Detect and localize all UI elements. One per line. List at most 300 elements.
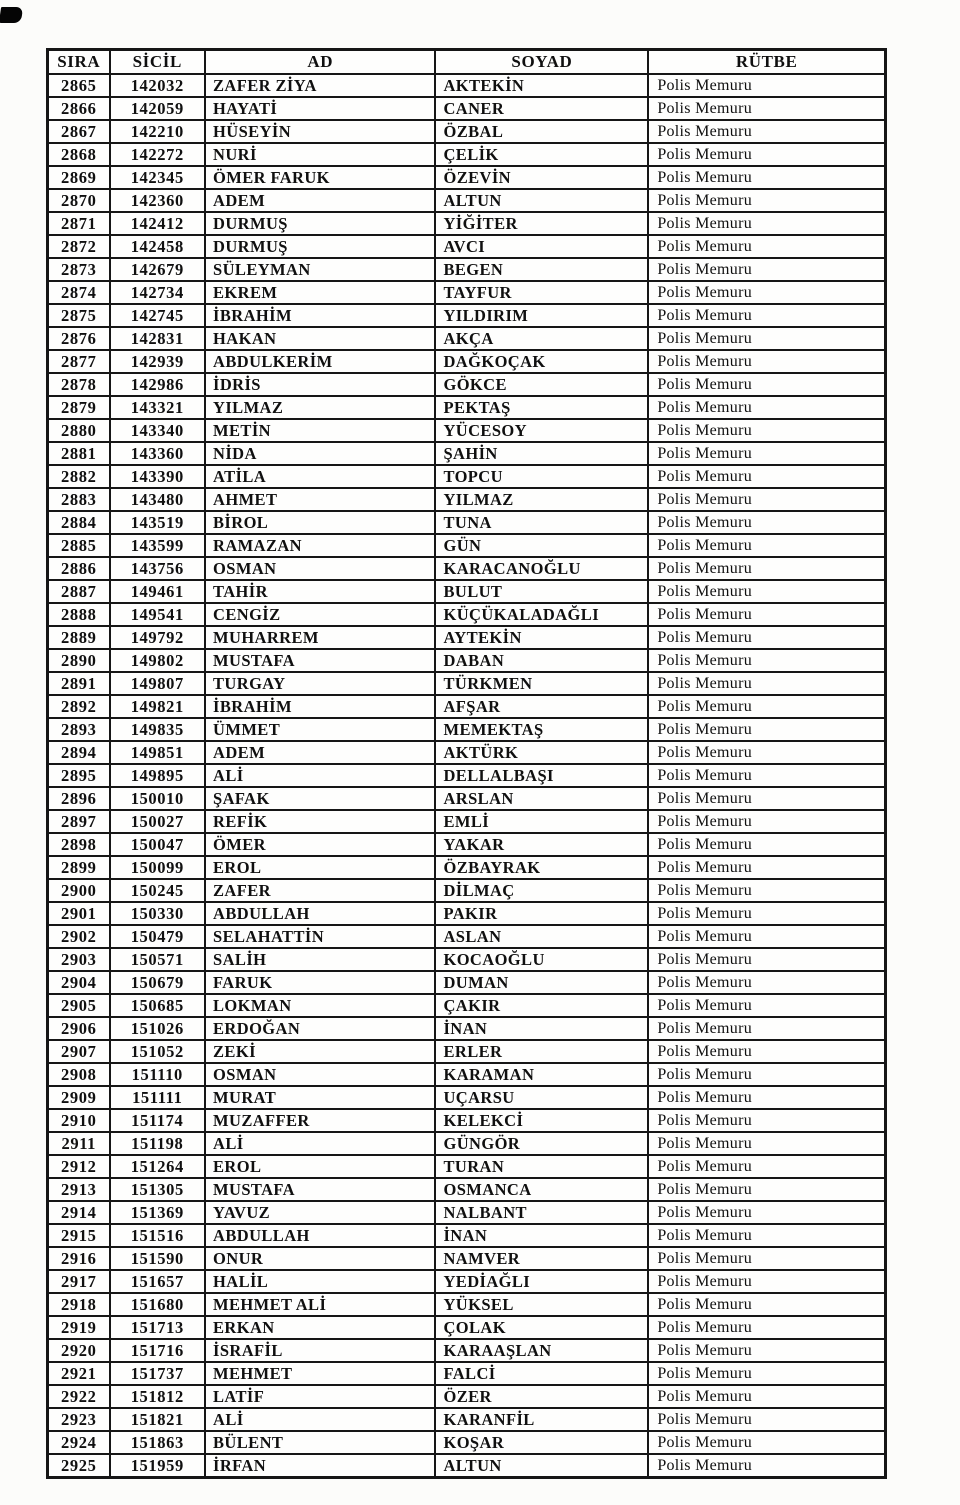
- cell-rutbe: Polis Memuru: [648, 741, 885, 764]
- table-row: [48, 718, 886, 741]
- cell-sira: 2924: [48, 1431, 110, 1454]
- table-row: [48, 672, 886, 695]
- table-row: [48, 465, 886, 488]
- table-row: [48, 1178, 886, 1201]
- cell-sira: 2899: [48, 856, 110, 879]
- cell-rutbe: Polis Memuru: [648, 948, 885, 971]
- cell-ad: RAMAZAN: [205, 534, 435, 557]
- table-row: [48, 1408, 886, 1431]
- cell-ad: METİN: [205, 419, 435, 442]
- table-row: [48, 419, 886, 442]
- cell-sicil: 149895: [110, 764, 206, 787]
- table-row: [48, 810, 886, 833]
- cell-ad: HÜSEYİN: [205, 120, 435, 143]
- cell-sicil: 149851: [110, 741, 206, 764]
- cell-sicil: 151026: [110, 1017, 206, 1040]
- table-row: [48, 649, 886, 672]
- cell-soyad: ŞAHİN: [435, 442, 648, 465]
- cell-rutbe: Polis Memuru: [648, 1293, 885, 1316]
- cell-sicil: 151110: [110, 1063, 206, 1086]
- cell-ad: FARUK: [205, 971, 435, 994]
- cell-sicil: 150027: [110, 810, 206, 833]
- cell-sira: 2889: [48, 626, 110, 649]
- table-row: [48, 764, 886, 787]
- cell-rutbe: Polis Memuru: [648, 810, 885, 833]
- table-row: [48, 580, 886, 603]
- cell-sicil: 143321: [110, 396, 206, 419]
- cell-rutbe: Polis Memuru: [648, 557, 885, 580]
- cell-soyad: TOPCU: [435, 465, 648, 488]
- cell-ad: ALİ: [205, 1408, 435, 1431]
- column-header-rutbe: RÜTBE: [648, 50, 885, 75]
- cell-rutbe: Polis Memuru: [648, 787, 885, 810]
- cell-sira: 2871: [48, 212, 110, 235]
- cell-soyad: DAĞKOÇAK: [435, 350, 648, 373]
- cell-soyad: ÖZBAYRAK: [435, 856, 648, 879]
- column-header-soyad: SOYAD: [435, 50, 648, 75]
- cell-soyad: AKTEKİN: [435, 74, 648, 97]
- cell-soyad: AKÇA: [435, 327, 648, 350]
- cell-ad: CENGİZ: [205, 603, 435, 626]
- cell-rutbe: Polis Memuru: [648, 833, 885, 856]
- cell-sira: 2880: [48, 419, 110, 442]
- table-row: [48, 166, 886, 189]
- cell-sicil: 151052: [110, 1040, 206, 1063]
- cell-sira: 2877: [48, 350, 110, 373]
- cell-sira: 2901: [48, 902, 110, 925]
- cell-sicil: 150047: [110, 833, 206, 856]
- cell-soyad: TURAN: [435, 1155, 648, 1178]
- cell-soyad: DUMAN: [435, 971, 648, 994]
- cell-rutbe: Polis Memuru: [648, 994, 885, 1017]
- cell-sira: 2876: [48, 327, 110, 350]
- cell-soyad: TÜRKMEN: [435, 672, 648, 695]
- cell-sicil: 149821: [110, 695, 206, 718]
- cell-sicil: 149461: [110, 580, 206, 603]
- cell-sira: 2866: [48, 97, 110, 120]
- cell-rutbe: Polis Memuru: [648, 856, 885, 879]
- cell-rutbe: Polis Memuru: [648, 1454, 885, 1478]
- cell-ad: TAHİR: [205, 580, 435, 603]
- cell-sira: 2867: [48, 120, 110, 143]
- cell-soyad: KELEKCİ: [435, 1109, 648, 1132]
- cell-rutbe: Polis Memuru: [648, 1201, 885, 1224]
- cell-soyad: MEMEKTAŞ: [435, 718, 648, 741]
- cell-ad: NURİ: [205, 143, 435, 166]
- cell-ad: ŞAFAK: [205, 787, 435, 810]
- cell-sira: 2919: [48, 1316, 110, 1339]
- cell-ad: MUSTAFA: [205, 1178, 435, 1201]
- table-row: [48, 189, 886, 212]
- table-row: [48, 1224, 886, 1247]
- cell-ad: ABDULKERİM: [205, 350, 435, 373]
- cell-ad: ATİLA: [205, 465, 435, 488]
- cell-rutbe: Polis Memuru: [648, 1316, 885, 1339]
- cell-ad: ZAFER: [205, 879, 435, 902]
- cell-soyad: KÜÇÜKALADAĞLI: [435, 603, 648, 626]
- cell-ad: ÜMMET: [205, 718, 435, 741]
- cell-sira: 2915: [48, 1224, 110, 1247]
- cell-soyad: KOCAOĞLU: [435, 948, 648, 971]
- cell-rutbe: Polis Memuru: [648, 281, 885, 304]
- table-row: [48, 971, 886, 994]
- cell-sicil: 142210: [110, 120, 206, 143]
- cell-rutbe: Polis Memuru: [648, 626, 885, 649]
- table-row: [48, 1201, 886, 1224]
- cell-soyad: ÇELİK: [435, 143, 648, 166]
- cell-sicil: 142032: [110, 74, 206, 97]
- table-row: [48, 879, 886, 902]
- cell-sira: 2872: [48, 235, 110, 258]
- cell-sira: 2886: [48, 557, 110, 580]
- table-row: [48, 1454, 886, 1478]
- table-row: [48, 557, 886, 580]
- cell-soyad: ÖZBAL: [435, 120, 648, 143]
- cell-sicil: 151821: [110, 1408, 206, 1431]
- cell-sira: 2879: [48, 396, 110, 419]
- cell-ad: İBRAHİM: [205, 304, 435, 327]
- cell-sira: 2923: [48, 1408, 110, 1431]
- cell-soyad: BEGEN: [435, 258, 648, 281]
- cell-ad: OSMAN: [205, 1063, 435, 1086]
- cell-ad: DURMUŞ: [205, 212, 435, 235]
- cell-rutbe: Polis Memuru: [648, 120, 885, 143]
- cell-ad: LOKMAN: [205, 994, 435, 1017]
- table-row: [48, 695, 886, 718]
- table-row: [48, 488, 886, 511]
- cell-sicil: 150330: [110, 902, 206, 925]
- cell-rutbe: Polis Memuru: [648, 327, 885, 350]
- cell-rutbe: Polis Memuru: [648, 1040, 885, 1063]
- cell-sicil: 143480: [110, 488, 206, 511]
- cell-ad: HAKAN: [205, 327, 435, 350]
- cell-soyad: ÇOLAK: [435, 1316, 648, 1339]
- cell-ad: ZAFER ZİYA: [205, 74, 435, 97]
- cell-soyad: PEKTAŞ: [435, 396, 648, 419]
- cell-soyad: YILMAZ: [435, 488, 648, 511]
- cell-ad: ÖMER FARUK: [205, 166, 435, 189]
- table-row: [48, 143, 886, 166]
- cell-soyad: ÇAKIR: [435, 994, 648, 1017]
- cell-rutbe: Polis Memuru: [648, 1109, 885, 1132]
- cell-rutbe: Polis Memuru: [648, 419, 885, 442]
- table-row: [48, 603, 886, 626]
- cell-sira: 2878: [48, 373, 110, 396]
- cell-sira: 2910: [48, 1109, 110, 1132]
- cell-rutbe: Polis Memuru: [648, 1247, 885, 1270]
- table-row: [48, 534, 886, 557]
- table-row: [48, 833, 886, 856]
- cell-sira: 2897: [48, 810, 110, 833]
- cell-ad: ERKAN: [205, 1316, 435, 1339]
- cell-rutbe: Polis Memuru: [648, 235, 885, 258]
- cell-soyad: NALBANT: [435, 1201, 648, 1224]
- cell-rutbe: Polis Memuru: [648, 396, 885, 419]
- cell-soyad: YÜCESOY: [435, 419, 648, 442]
- cell-rutbe: Polis Memuru: [648, 1132, 885, 1155]
- cell-rutbe: Polis Memuru: [648, 902, 885, 925]
- cell-sira: 2874: [48, 281, 110, 304]
- cell-ad: HALİL: [205, 1270, 435, 1293]
- cell-sira: 2898: [48, 833, 110, 856]
- cell-ad: SELAHATTİN: [205, 925, 435, 948]
- cell-sira: 2888: [48, 603, 110, 626]
- cell-soyad: AFŞAR: [435, 695, 648, 718]
- cell-sira: 2895: [48, 764, 110, 787]
- cell-soyad: YİĞİTER: [435, 212, 648, 235]
- cell-soyad: YAKAR: [435, 833, 648, 856]
- cell-soyad: YILDIRIM: [435, 304, 648, 327]
- table-row: [48, 1316, 886, 1339]
- cell-sicil: 151111: [110, 1086, 206, 1109]
- cell-ad: ONUR: [205, 1247, 435, 1270]
- cell-ad: İSRAFİL: [205, 1339, 435, 1362]
- cell-soyad: EMLİ: [435, 810, 648, 833]
- cell-ad: EROL: [205, 856, 435, 879]
- cell-rutbe: Polis Memuru: [648, 373, 885, 396]
- cell-ad: MEHMET ALİ: [205, 1293, 435, 1316]
- cell-sicil: 150685: [110, 994, 206, 1017]
- cell-sicil: 143340: [110, 419, 206, 442]
- cell-sicil: 142939: [110, 350, 206, 373]
- table-row: [48, 1431, 886, 1454]
- cell-ad: MEHMET: [205, 1362, 435, 1385]
- cell-soyad: ERLER: [435, 1040, 648, 1063]
- cell-sicil: 150245: [110, 879, 206, 902]
- cell-sicil: 149802: [110, 649, 206, 672]
- cell-rutbe: Polis Memuru: [648, 166, 885, 189]
- cell-ad: YILMAZ: [205, 396, 435, 419]
- cell-rutbe: Polis Memuru: [648, 649, 885, 672]
- cell-sicil: 149541: [110, 603, 206, 626]
- cell-sira: 2883: [48, 488, 110, 511]
- cell-soyad: ASLAN: [435, 925, 648, 948]
- table-row: [48, 1270, 886, 1293]
- cell-sira: 2896: [48, 787, 110, 810]
- table-row: [48, 1293, 886, 1316]
- table-row: [48, 120, 886, 143]
- table-row: [48, 925, 886, 948]
- table-row: [48, 1362, 886, 1385]
- cell-soyad: BULUT: [435, 580, 648, 603]
- cell-soyad: FALCİ: [435, 1362, 648, 1385]
- cell-rutbe: Polis Memuru: [648, 143, 885, 166]
- cell-rutbe: Polis Memuru: [648, 971, 885, 994]
- cell-sicil: 150679: [110, 971, 206, 994]
- cell-soyad: DELLALBAŞI: [435, 764, 648, 787]
- cell-ad: İRFAN: [205, 1454, 435, 1478]
- cell-sicil: 150479: [110, 925, 206, 948]
- cell-ad: ADEM: [205, 741, 435, 764]
- cell-ad: MUHARREM: [205, 626, 435, 649]
- table-row: [48, 1339, 886, 1362]
- cell-sicil: 151716: [110, 1339, 206, 1362]
- cell-rutbe: Polis Memuru: [648, 97, 885, 120]
- cell-ad: NİDA: [205, 442, 435, 465]
- cell-sicil: 150099: [110, 856, 206, 879]
- cell-ad: MUSTAFA: [205, 649, 435, 672]
- cell-sicil: 151680: [110, 1293, 206, 1316]
- cell-sira: 2920: [48, 1339, 110, 1362]
- cell-rutbe: Polis Memuru: [648, 488, 885, 511]
- cell-sira: 2882: [48, 465, 110, 488]
- table-row: [48, 741, 886, 764]
- cell-sira: 2870: [48, 189, 110, 212]
- cell-rutbe: Polis Memuru: [648, 718, 885, 741]
- cell-ad: OSMAN: [205, 557, 435, 580]
- cell-sicil: 142458: [110, 235, 206, 258]
- cell-soyad: AYTEKİN: [435, 626, 648, 649]
- cell-ad: BÜLENT: [205, 1431, 435, 1454]
- cell-soyad: NAMVER: [435, 1247, 648, 1270]
- cell-sicil: 149792: [110, 626, 206, 649]
- cell-ad: TURGAY: [205, 672, 435, 695]
- cell-sicil: 142272: [110, 143, 206, 166]
- cell-sicil: 150010: [110, 787, 206, 810]
- cell-sicil: 151863: [110, 1431, 206, 1454]
- table-row: [48, 994, 886, 1017]
- cell-rutbe: Polis Memuru: [648, 1431, 885, 1454]
- table-row: [48, 626, 886, 649]
- table-row: [48, 212, 886, 235]
- table-row: [48, 373, 886, 396]
- cell-sicil: 143360: [110, 442, 206, 465]
- cell-sicil: 151812: [110, 1385, 206, 1408]
- cell-ad: SALİH: [205, 948, 435, 971]
- cell-sira: 2884: [48, 511, 110, 534]
- cell-sira: 2906: [48, 1017, 110, 1040]
- cell-soyad: ÖZER: [435, 1385, 648, 1408]
- cell-soyad: OSMANCA: [435, 1178, 648, 1201]
- table-row: [48, 902, 886, 925]
- personnel-table: [46, 48, 887, 1479]
- table-row: [48, 304, 886, 327]
- cell-sira: 2913: [48, 1178, 110, 1201]
- cell-sira: 2900: [48, 879, 110, 902]
- table-row: [48, 1040, 886, 1063]
- cell-sira: 2908: [48, 1063, 110, 1086]
- cell-sira: 2921: [48, 1362, 110, 1385]
- cell-soyad: DİLMAÇ: [435, 879, 648, 902]
- cell-soyad: KOŞAR: [435, 1431, 648, 1454]
- cell-rutbe: Polis Memuru: [648, 1362, 885, 1385]
- table-row: [48, 74, 886, 97]
- cell-sicil: 151657: [110, 1270, 206, 1293]
- cell-rutbe: Polis Memuru: [648, 304, 885, 327]
- cell-soyad: KARAAŞLAN: [435, 1339, 648, 1362]
- cell-sicil: 149835: [110, 718, 206, 741]
- cell-ad: ALİ: [205, 764, 435, 787]
- cell-ad: AHMET: [205, 488, 435, 511]
- column-header-sira: SIRA: [48, 50, 110, 75]
- cell-sira: 2887: [48, 580, 110, 603]
- cell-sira: 2865: [48, 74, 110, 97]
- cell-sicil: 151713: [110, 1316, 206, 1339]
- table-row: [48, 1063, 886, 1086]
- table-row: [48, 350, 886, 373]
- cell-ad: SÜLEYMAN: [205, 258, 435, 281]
- cell-sira: 2914: [48, 1201, 110, 1224]
- cell-sicil: 143599: [110, 534, 206, 557]
- cell-ad: BİROL: [205, 511, 435, 534]
- cell-rutbe: Polis Memuru: [648, 1155, 885, 1178]
- cell-rutbe: Polis Memuru: [648, 1017, 885, 1040]
- cell-sira: 2925: [48, 1454, 110, 1478]
- table-row: [48, 281, 886, 304]
- cell-soyad: GÜN: [435, 534, 648, 557]
- cell-ad: EKREM: [205, 281, 435, 304]
- cell-sira: 2893: [48, 718, 110, 741]
- cell-soyad: KARANFİL: [435, 1408, 648, 1431]
- cell-sicil: 150571: [110, 948, 206, 971]
- cell-sicil: 149807: [110, 672, 206, 695]
- table-row: [48, 1017, 886, 1040]
- cell-sicil: 142745: [110, 304, 206, 327]
- cell-sicil: 142679: [110, 258, 206, 281]
- cell-soyad: ARSLAN: [435, 787, 648, 810]
- cell-rutbe: Polis Memuru: [648, 534, 885, 557]
- table-row: [48, 1132, 886, 1155]
- cell-soyad: TUNA: [435, 511, 648, 534]
- cell-sira: 2903: [48, 948, 110, 971]
- cell-sira: 2881: [48, 442, 110, 465]
- cell-rutbe: Polis Memuru: [648, 925, 885, 948]
- cell-rutbe: Polis Memuru: [648, 764, 885, 787]
- cell-sira: 2922: [48, 1385, 110, 1408]
- cell-sira: 2869: [48, 166, 110, 189]
- cell-sira: 2892: [48, 695, 110, 718]
- cell-soyad: KARAMAN: [435, 1063, 648, 1086]
- cell-ad: ZEKİ: [205, 1040, 435, 1063]
- column-header-sicil: SİCİL: [110, 50, 206, 75]
- column-header-ad: AD: [205, 50, 435, 75]
- cell-sira: 2891: [48, 672, 110, 695]
- table-row: [48, 1086, 886, 1109]
- cell-sira: 2885: [48, 534, 110, 557]
- cell-rutbe: Polis Memuru: [648, 1086, 885, 1109]
- cell-sicil: 142831: [110, 327, 206, 350]
- cell-soyad: GÜNGÖR: [435, 1132, 648, 1155]
- cell-sira: 2911: [48, 1132, 110, 1155]
- cell-rutbe: Polis Memuru: [648, 258, 885, 281]
- cell-soyad: ÖZEVİN: [435, 166, 648, 189]
- cell-ad: ERDOĞAN: [205, 1017, 435, 1040]
- cell-ad: ADEM: [205, 189, 435, 212]
- cell-ad: İBRAHİM: [205, 695, 435, 718]
- cell-ad: EROL: [205, 1155, 435, 1178]
- cell-ad: MUZAFFER: [205, 1109, 435, 1132]
- table-row: [48, 97, 886, 120]
- cell-sira: 2902: [48, 925, 110, 948]
- cell-sicil: 142734: [110, 281, 206, 304]
- cell-soyad: UÇARSU: [435, 1086, 648, 1109]
- table-row: [48, 235, 886, 258]
- table-row: [48, 258, 886, 281]
- cell-ad: ABDULLAH: [205, 902, 435, 925]
- cell-sicil: 142059: [110, 97, 206, 120]
- cell-sicil: 151516: [110, 1224, 206, 1247]
- cell-rutbe: Polis Memuru: [648, 1178, 885, 1201]
- cell-sicil: 151305: [110, 1178, 206, 1201]
- cell-rutbe: Polis Memuru: [648, 511, 885, 534]
- cell-rutbe: Polis Memuru: [648, 1224, 885, 1247]
- cell-ad: HAYATİ: [205, 97, 435, 120]
- cell-sira: 2917: [48, 1270, 110, 1293]
- cell-sicil: 142360: [110, 189, 206, 212]
- cell-sira: 2916: [48, 1247, 110, 1270]
- cell-sicil: 151264: [110, 1155, 206, 1178]
- cell-ad: ALİ: [205, 1132, 435, 1155]
